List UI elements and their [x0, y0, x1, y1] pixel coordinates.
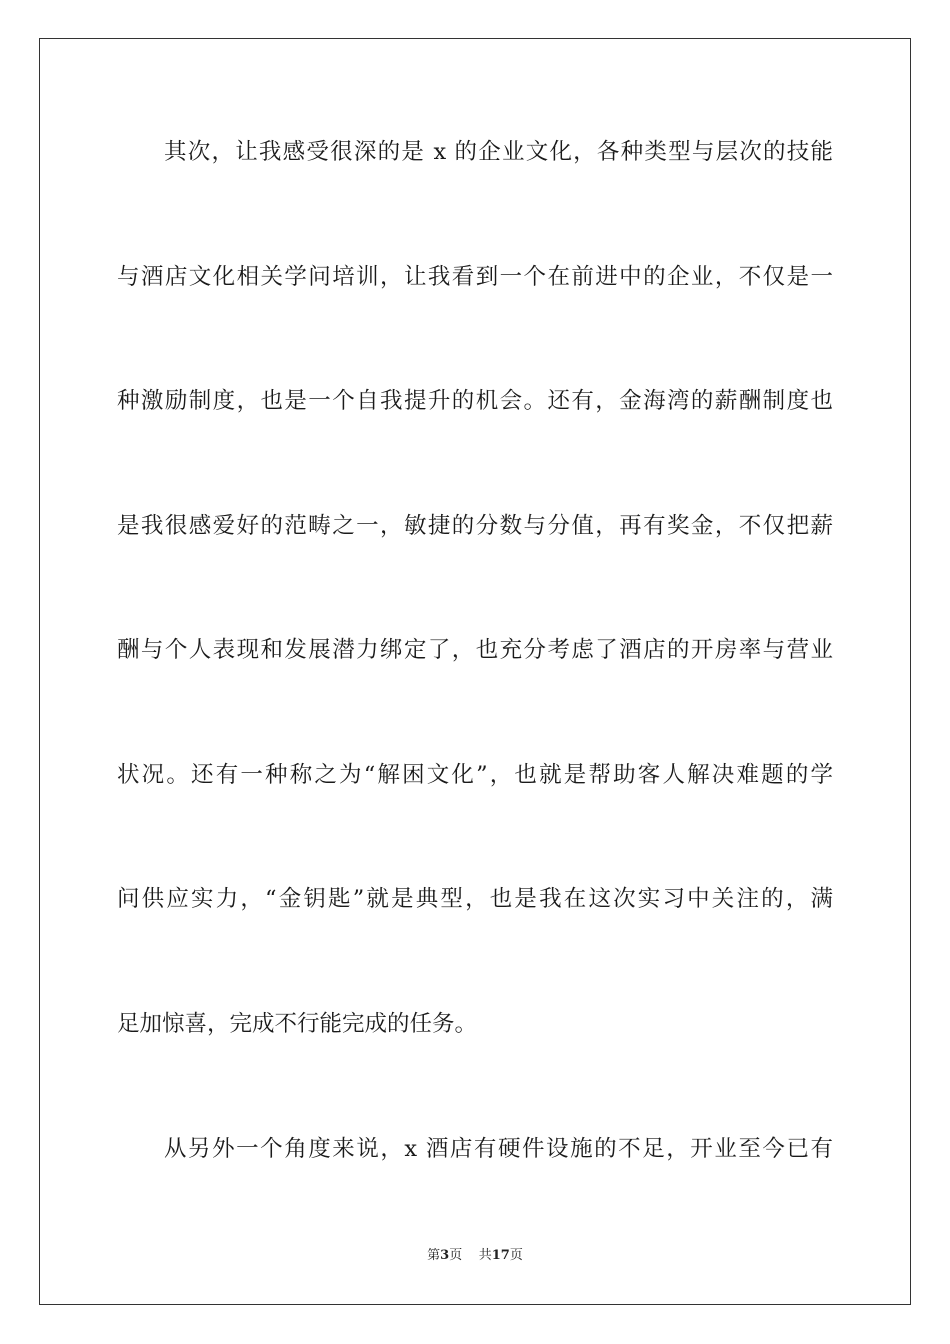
- page-footer: [0, 1247, 950, 1265]
- paragraph-line-9: 从另外一个角度来说，x 酒店有硬件设施的不足，开业至今已有: [164, 1136, 833, 1162]
- paragraph-line-2: 与酒店文化相关学问培训，让我看到一个在前进中的企业，不仅是一: [117, 264, 833, 290]
- footer-total-prefix: 共: [478, 1248, 492, 1263]
- paragraph-line-4: 是我很感爱好的范畴之一，敏捷的分数与分值，再有奖金，不仅把薪: [117, 513, 833, 539]
- footer-page-number: 3: [440, 1248, 450, 1263]
- footer-total-pages: 17: [491, 1248, 510, 1263]
- paragraph-line-1: 其次，让我感受很深的是 x 的企业文化，各种类型与层次的技能: [164, 139, 833, 165]
- paragraph-line-6: 状况。还有一种称之为“解困文化”，也就是帮助客人解决难题的学: [117, 762, 833, 788]
- footer-page-suffix: 页: [449, 1248, 463, 1263]
- paragraph-line-8: 足加惊喜，完成不行能完成的任务。: [117, 1011, 478, 1037]
- page-border: [39, 38, 911, 1305]
- footer-total-suffix: 页: [509, 1248, 523, 1263]
- paragraph-line-5: 酬与个人表现和发展潜力绑定了，也充分考虑了酒店的开房率与营业: [117, 637, 833, 663]
- footer-page-prefix: 第: [427, 1248, 441, 1263]
- paragraph-line-7: 问供应实力，“金钥匙”就是典型，也是我在这次实习中关注的，满: [117, 886, 833, 912]
- paragraph-line-3: 种激励制度，也是一个自我提升的机会。还有，金海湾的薪酬制度也: [117, 388, 833, 414]
